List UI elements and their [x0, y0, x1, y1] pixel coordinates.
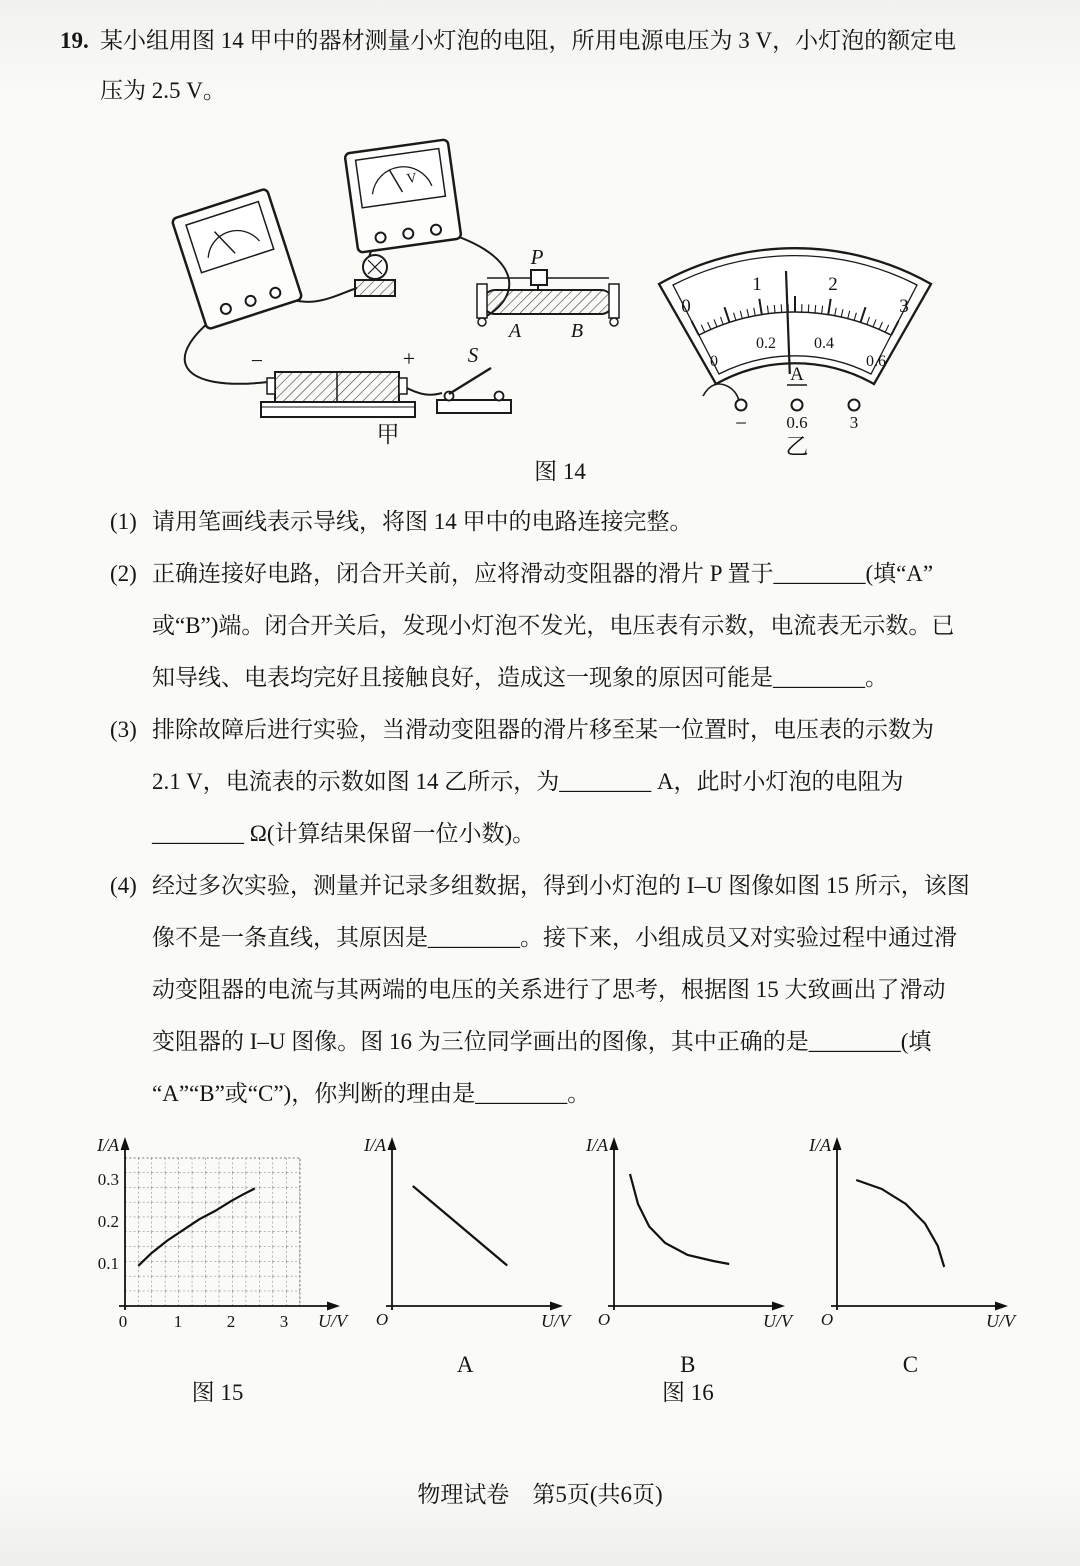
- x-arrow: [772, 1302, 785, 1311]
- x-tick: 2: [226, 1312, 236, 1331]
- voltmeter: [345, 139, 462, 253]
- origin-tick: 0: [118, 1312, 128, 1331]
- figure14: [0, 124, 1080, 458]
- y-axis-label: I/A: [363, 1135, 386, 1155]
- y-arrow: [121, 1137, 130, 1150]
- item-number: (4): [110, 873, 137, 898]
- y-tick: 0.3: [97, 1170, 119, 1189]
- ammeter: [172, 188, 303, 329]
- battery-plus: +: [402, 346, 416, 371]
- question-head: [0, 0, 1080, 116]
- figure14-drawing: [85, 124, 1045, 458]
- y-arrow: [387, 1137, 396, 1150]
- graph-c-block: [803, 1134, 1018, 1407]
- item-line: 变阻器的 I–U 图像。图 16 为三位同学画出的图像，其中正确的是________(填: [152, 1029, 932, 1054]
- rheostat-slider: [531, 270, 547, 285]
- question-item-3: [0, 704, 1080, 860]
- terminal-06: 0.6: [786, 413, 808, 432]
- terminal-minus: −: [735, 411, 747, 435]
- battery-base: [261, 402, 415, 417]
- x-axis-label: U/V: [540, 1311, 570, 1331]
- label-yi: 乙: [785, 434, 809, 458]
- meter-unit-A: A: [790, 364, 804, 385]
- item-line: 经过多次实验，测量并记录多组数据，得到小灯泡的 I–U 图像如图 15 所示，该图: [152, 873, 970, 898]
- x-arrow: [550, 1302, 563, 1311]
- scale-inner-06: 0.6: [866, 353, 886, 370]
- y-arrow: [832, 1137, 841, 1150]
- item-line: 或“B”)端。闭合开关后，发现小灯泡不发光，电压表有示数，电流表无示数。已: [152, 613, 955, 638]
- origin-label: O: [598, 1310, 611, 1329]
- x-arrow: [327, 1302, 340, 1311]
- meter-terminal: [792, 400, 803, 411]
- scale-outer-3: 3: [899, 296, 909, 317]
- y-arrow: [610, 1137, 619, 1150]
- graph-a-block: [358, 1134, 573, 1407]
- y-axis-label: I/A: [586, 1135, 609, 1155]
- grid: [125, 1158, 300, 1306]
- wire: [403, 386, 442, 395]
- rheostat-body: [483, 290, 613, 314]
- graph-a-curve: [412, 1186, 506, 1266]
- meter-terminal: [736, 400, 747, 411]
- item-line: 2.1 V，电流表的示数如图 14 乙所示，为________ A，此时小灯泡的电阻为: [152, 769, 904, 794]
- item-number: (1): [110, 509, 137, 534]
- slider-label-P: P: [530, 245, 544, 269]
- battery: [251, 346, 415, 417]
- question-number: 19.: [60, 28, 89, 53]
- rheostat-terminal: [610, 318, 618, 326]
- item-line: 知导线、电表均完好且接触良好，造成这一现象的原因可能是________。: [152, 665, 888, 690]
- voltmeter-terminal: [375, 232, 386, 243]
- caption-empty: [803, 1379, 1018, 1407]
- question-intro-line: 某小组用图 14 甲中的器材测量小灯泡的电阻，所用电源电压为 3 V，小灯泡的额定电: [100, 28, 957, 53]
- question-item-1: [0, 496, 1080, 548]
- graph-b-curve: [630, 1174, 729, 1264]
- voltmeter-terminal: [430, 224, 441, 235]
- origin-label: O: [820, 1310, 834, 1329]
- item-line: 排除故障后进行实验，当滑动变阻器的滑片移至某一位置时，电压表的示数为: [152, 717, 934, 742]
- x-arrow: [995, 1302, 1008, 1311]
- y-axis-label: I/A: [808, 1135, 831, 1155]
- question-item-2: [0, 548, 1080, 704]
- graphs-row: [0, 1120, 1080, 1407]
- scale-inner-02: 0.2: [756, 335, 776, 352]
- switch-lever: [449, 368, 491, 394]
- x-tick: 1: [173, 1312, 183, 1331]
- switch: [437, 343, 511, 413]
- question-item-4: [0, 860, 1080, 1120]
- item-line: 像不是一条直线，其原因是________。接下来，小组成员又对实验过程中通过滑: [152, 925, 957, 950]
- scale-outer-0: 0: [681, 296, 691, 317]
- caption-empty: [358, 1379, 573, 1407]
- graph-a-chart: [358, 1134, 573, 1346]
- y-tick: 0.1: [97, 1254, 119, 1273]
- graph-c-chart: [803, 1134, 1018, 1346]
- x-axis-label: U/V: [318, 1311, 347, 1331]
- voltmeter-label: V: [405, 170, 418, 188]
- graph-a-label: A: [456, 1352, 474, 1377]
- graph-c-curve: [856, 1180, 944, 1267]
- origin-label: O: [375, 1310, 388, 1329]
- item-number: (2): [110, 561, 137, 586]
- item-line: ________ Ω(计算结果保留一位小数)。: [152, 821, 536, 846]
- item-number: (3): [110, 717, 137, 742]
- figure14-caption: 图 14: [534, 459, 586, 484]
- graph-b-chart: [580, 1134, 795, 1346]
- figure15-caption: 图 15: [191, 1380, 244, 1405]
- graph-c-label: C: [902, 1352, 919, 1377]
- switch-base: [437, 400, 511, 413]
- rheostat-end-A: A: [508, 320, 522, 342]
- x-tick: 3: [279, 1312, 289, 1331]
- label-jia: 甲: [376, 422, 400, 447]
- meter-scale: [659, 248, 931, 458]
- x-axis-label: U/V: [985, 1311, 1015, 1331]
- scale-inner-0: 0: [710, 353, 718, 370]
- switch-label-S: S: [467, 343, 479, 367]
- battery-minus: −: [250, 348, 264, 373]
- scale-outer-1: 1: [752, 274, 762, 295]
- figure15-chart: [85, 1134, 350, 1346]
- y-axis-label: I/A: [97, 1135, 119, 1155]
- item-line: 正确连接好电路，闭合开关前，应将滑动变阻器的滑片 P 置于________(填“A”: [152, 561, 934, 586]
- terminal-3: 3: [849, 413, 859, 432]
- y-tick: 0.2: [97, 1212, 119, 1231]
- item-line: “A”“B”或“C”)，你判断的理由是________。: [152, 1081, 591, 1106]
- voltmeter-terminal: [403, 228, 414, 239]
- figure16-caption: 图 16: [661, 1380, 714, 1405]
- item-line: 动变阻器的电流与其两端的电压的关系进行了思考，根据图 15 大致画出了滑动: [152, 977, 946, 1002]
- question-items: [0, 496, 1080, 1120]
- page-footer: 物理试卷 第5页(共6页): [417, 1482, 663, 1507]
- scale-outer-2: 2: [828, 274, 838, 295]
- lamp: [355, 255, 395, 296]
- switch-post: [495, 392, 504, 401]
- meter-zero-adjust: [703, 384, 739, 401]
- graph-b-label: B: [680, 1352, 696, 1377]
- rheostat-terminal: [478, 318, 486, 326]
- item-line: 请用笔画线表示导线，将图 14 甲中的电路连接完整。: [152, 509, 693, 534]
- scale-inner-04: 0.4: [814, 335, 834, 352]
- meter-terminal: [849, 400, 860, 411]
- graph-label-empty: [85, 1351, 350, 1379]
- graph-b-block: [580, 1134, 795, 1407]
- x-axis-label: U/V: [763, 1311, 793, 1331]
- rheostat-end-B: B: [570, 320, 584, 342]
- question-intro-line: 压为 2.5 V。: [100, 78, 226, 103]
- figure15-block: [85, 1134, 350, 1407]
